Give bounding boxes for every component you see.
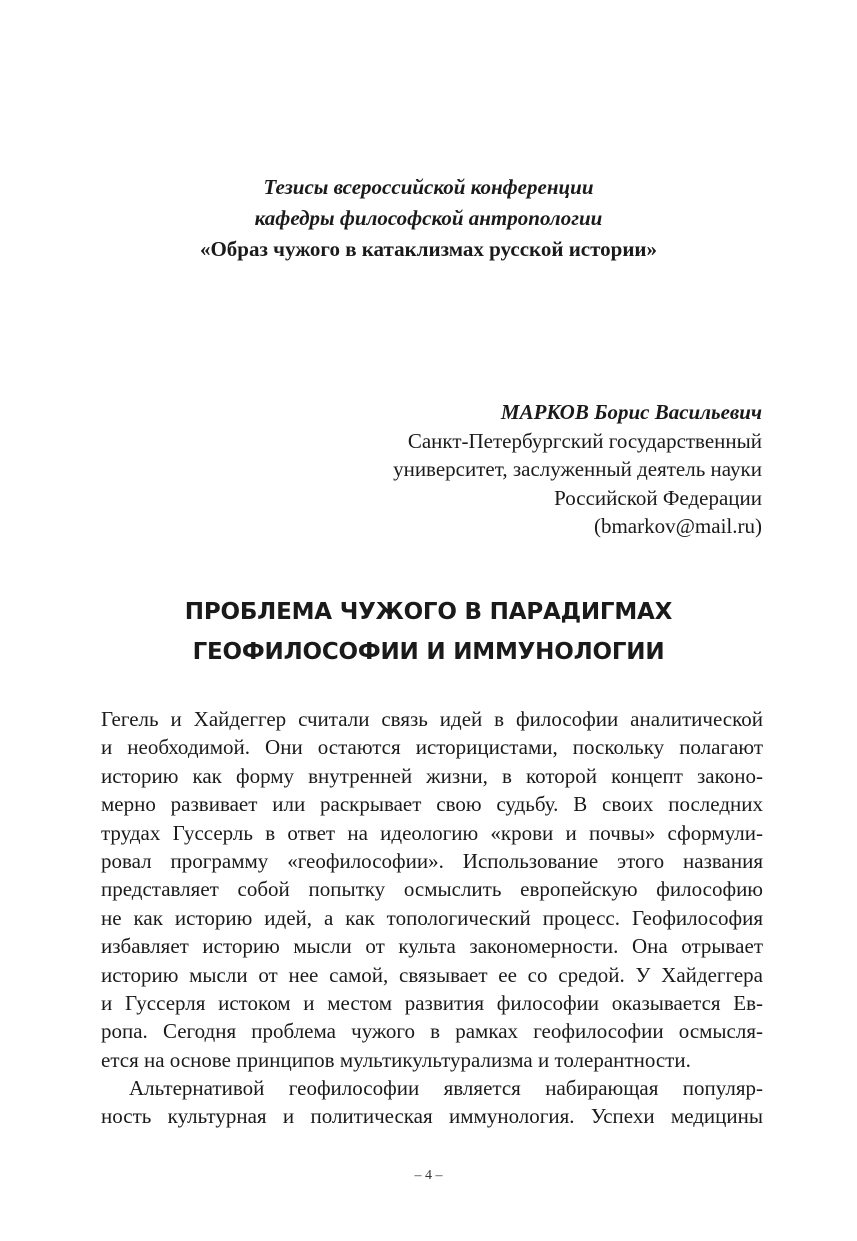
text-line: и Гуссерля истоком и местом развития философии оказывается Ев- bbox=[101, 990, 763, 1015]
article-body bbox=[101, 705, 763, 1131]
header-line-1: Тезисы всероссийской конференции bbox=[263, 175, 594, 199]
text-line: ется на основе принципов мультикультурализма и толерантности. bbox=[101, 1047, 691, 1072]
text-line: Альтернативой геофилософии является набирающая популяр- bbox=[129, 1076, 763, 1101]
paragraph-2 bbox=[101, 1074, 763, 1131]
article-title bbox=[0, 592, 857, 672]
author-affiliation-line: Санкт-Петербургский государственный bbox=[407, 428, 762, 453]
text-line: историю как форму внутренней жизни, в которой концепт законо- bbox=[101, 763, 763, 788]
text-line: ность культурная и политическая иммунология. Успехи медицины bbox=[101, 1104, 763, 1129]
text-line: Гегель и Хайдеггер считали связь идей в философии аналитической bbox=[101, 707, 763, 731]
conference-header bbox=[0, 172, 857, 265]
text-line: избавляет историю мысли от культа закономерности. Она отрывает bbox=[101, 934, 763, 959]
text-line: представляет собой попытку осмыслить европейскую философию bbox=[101, 877, 763, 902]
author-affiliation-line: Российской Федерации bbox=[554, 485, 762, 510]
text-line: и необходимой. Они остаются историцистами, поскольку полагают bbox=[101, 735, 763, 760]
text-line: ропа. Сегодня проблема чужого в рамках геофилософии осмысля- bbox=[101, 1019, 763, 1044]
text-line: историю мысли от нее самой, связывает ее со средой. У Хайдеггера bbox=[101, 962, 763, 987]
text-line: мерно развивает или раскрывает свою судьбу. В своих последних bbox=[101, 792, 763, 817]
text-line: трудах Гуссерль в ответ на идеологию «крови и почвы» сформули- bbox=[101, 820, 763, 845]
header-line-2: кафедры философской антропологии bbox=[254, 206, 603, 230]
text-line: не как историю идей, а как топологический процесс. Геофилософия bbox=[101, 905, 763, 930]
header-line-3: «Образ чужого в катаклизмах русской истории» bbox=[199, 237, 658, 261]
author-email: (bmarkov@mail.ru) bbox=[593, 514, 762, 538]
author-surname: МАРКОВ bbox=[500, 400, 589, 424]
paragraph-1 bbox=[101, 705, 763, 1074]
author-name bbox=[242, 398, 762, 427]
author-block bbox=[242, 398, 762, 541]
author-affiliation-line: университет, заслуженный деятель науки bbox=[393, 457, 762, 481]
title-line-2: ГЕОФИЛОСОФИИ И ИММУНОЛОГИИ bbox=[192, 639, 665, 665]
title-line-1: ПРОБЛЕМА ЧУЖОГО В ПАРАДИГМАХ bbox=[184, 599, 673, 625]
page-number: – 4 – bbox=[414, 1168, 443, 1183]
author-given-names: Борис Васильевич bbox=[594, 400, 762, 424]
text-line: ровал программу «геофилософии». Использование этого названия bbox=[101, 848, 763, 873]
